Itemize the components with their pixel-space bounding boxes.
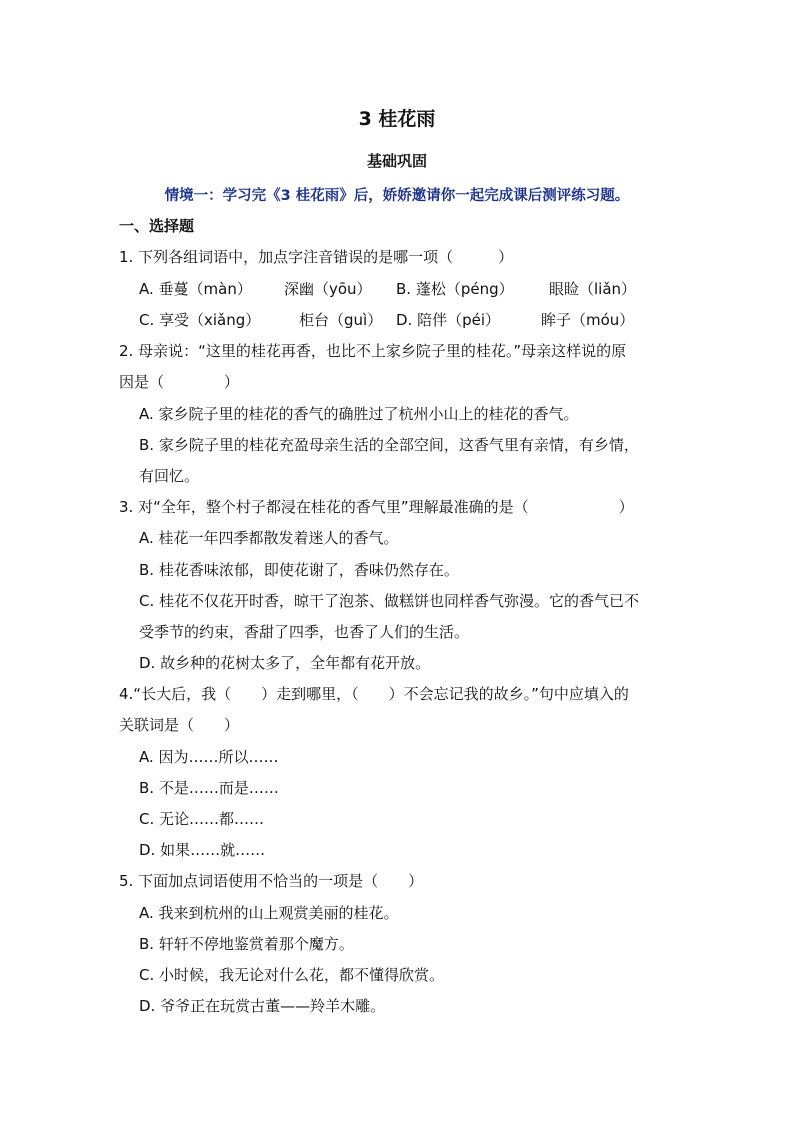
q4-option-b: B. 不是……而是…… — [139, 779, 279, 797]
q1-option-a-word2: 深幽（yōu） — [284, 280, 372, 298]
q3-option-a: A. 桂花一年四季都散发着迷人的香气。 — [139, 529, 399, 547]
question-5-stem: 5. 下面加点词语使用不恰当的一项是（ ） — [119, 872, 424, 890]
question-1-stem: 1. 下列各组词语中，加点字注音错误的是哪一项（ ） — [119, 248, 514, 266]
q2-option-b: B. 家乡院子里的桂花充盈母亲生活的全部空间，这香气里有亲情，有乡情， — [139, 436, 639, 454]
q5-option-a: A. 我来到杭州的山上观赏美丽的桂花。 — [139, 904, 399, 922]
q5-option-c: C. 小时候，我无论对什么花，都不懂得欣赏。 — [139, 966, 445, 984]
q5-option-b: B. 轩轩不停地鉴赏着那个魔方。 — [139, 935, 354, 953]
page-title: 3 桂花雨 — [358, 108, 436, 130]
context-note: 情境一：学习完《3 桂花雨》后，娇娇邀请你一起完成课后测评练习题。 — [164, 188, 630, 204]
section-subtitle: 基础巩固 — [366, 152, 427, 170]
q3-option-b: B. 桂花香味浓郁，即使花谢了，香味仍然存在。 — [139, 561, 459, 579]
question-3-stem: 3. 对“全年，整个村子都浸在桂花的香气里”理解最准确的是（ ） — [119, 498, 634, 516]
q4-option-a: A. 因为……所以…… — [139, 748, 279, 766]
q5-option-d: D. 爷爷正在玩赏古董——羚羊木雕。 — [139, 997, 386, 1015]
q3-option-d: D. 故乡种的花树太多了，全年都有花开放。 — [139, 654, 431, 672]
q1-option-c: C. 享受（xiǎng） — [139, 311, 261, 329]
q3-option-c-cont: 受季节的约束，香甜了四季，也香了人们的生活。 — [139, 623, 470, 641]
q1-option-d: D. 陪伴（péi） — [396, 311, 501, 329]
q1-option-c-word2: 柜台（guì） — [299, 311, 383, 329]
section-heading: 一、选择题 — [119, 217, 195, 235]
q3-option-c: C. 桂花不仅花开时香，晾干了泡茶、做糕饼也同样香气弥漫。它的香气已不 — [139, 592, 640, 610]
question-4-stem: 4.“长大后，我（ ）走到哪里，（ ）不会忘记我的故乡。”句中应填入的 — [119, 685, 629, 703]
q4-option-d: D. 如果……就…… — [139, 841, 266, 859]
question-4-stem-cont: 关联词是（ ） — [119, 716, 240, 734]
q1-option-b-word2: 眼睑（liǎn） — [549, 280, 637, 298]
q2-option-b-cont: 有回忆。 — [139, 467, 200, 485]
q2-option-a: A. 家乡院子里的桂花的香气的确胜过了杭州小山上的桂花的香气。 — [139, 405, 579, 423]
q1-option-d-word2: 眸子（móu） — [541, 311, 635, 329]
q1-option-a: A. 垂蔓（màn） — [139, 280, 252, 298]
q4-option-c: C. 无论……都…… — [139, 810, 265, 828]
question-2-stem-cont: 因是（ ） — [119, 373, 240, 391]
q1-option-b: B. 蓬松（péng） — [396, 280, 514, 298]
question-2-stem: 2. 母亲说：“这里的桂花再香，也比不上家乡院子里的桂花。”母亲这样说的原 — [119, 342, 627, 360]
